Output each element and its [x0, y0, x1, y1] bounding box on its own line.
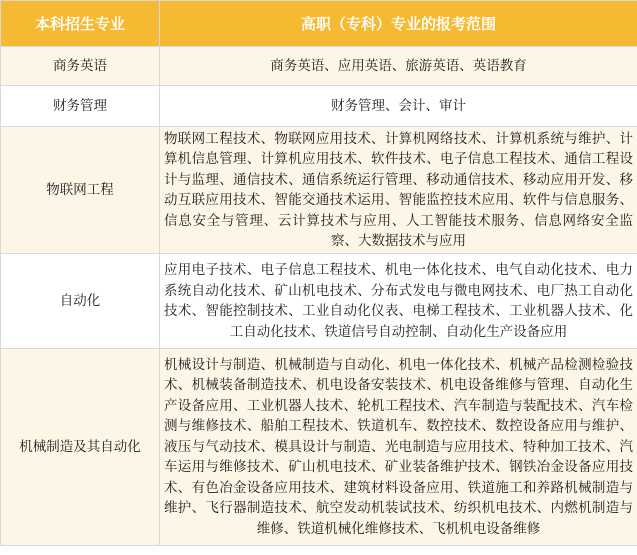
scope-cell: 商务英语、应用英语、旅游英语、英语教育 [160, 47, 637, 86]
scope-cell: 物联网工程技术、物联网应用技术、计算机网络技术、计算机系统与维护、计算机信息管理、计算机应用技术、软件技术、电子信息工程技术、通信工程设计与监理、通信技术、通信系统运行管理、移动通信技术、移动应用开发、移动互联应用技术、智能交通技术运用、智能监控技术应用、软件与信息服务、信息安全与管理、云计算技术与应用、人工智能技术服务、信息网络安全监察、大数据技术与应用 [160, 127, 637, 254]
table-row [1, 127, 637, 254]
table-row [1, 47, 637, 86]
scope-cell: 应用电子技术、电子信息工程技术、机电一体化技术、电气自动化技术、电力系统自动化技术、矿山机电技术、分布式发电与微电网技术、电厂热工自动化技术、智能控制技术、工业自动化仪表、电梯工程技术、工业机器人技术、化工自动化技术、铁道信号自动控制、自动化生产设备应用 [160, 254, 637, 349]
header-undergraduate-major: 本科招生专业 [1, 1, 160, 47]
table-row [1, 254, 637, 349]
major-cell: 财务管理 [1, 86, 160, 127]
scope-cell: 机械设计与制造、机械制造与自动化、机电一体化技术、机械产品检测检验技术、机械装备制造技术、机电设备安装技术、机电设备维修与管理、自动化生产设备应用、工业机器人技术、轮机工程技术、汽车制造与装配技术、汽车检测与维修技术、船舶工程技术、铁道机车、数控技术、数控设备应用与维护、液压与气动技术、模具设计与制造、光电制造与应用技术、特种加工技术、汽车运用与维修技术、矿山机电技术、矿业装备维护技术、钢铁冶金设备应用技术、有色冶金设备应用技术、建筑材料设备应用、铁道施工和养路机械制造与维护、飞行器制造技术、航空发动机装试技术、纺织机电技术、内燃机制造与维修、铁道机械化维修技术、飞机机电设备维修 [160, 349, 637, 546]
table-row [1, 86, 637, 127]
header-vocational-scope: 高职（专科）专业的报考范围 [160, 1, 637, 47]
major-cell: 自动化 [1, 254, 160, 349]
major-cell: 机械制造及其自动化 [1, 349, 160, 546]
table-row [1, 349, 637, 546]
major-cell: 物联网工程 [1, 127, 160, 254]
table-header-row [1, 1, 637, 47]
scope-cell: 财务管理、会计、审计 [160, 86, 637, 127]
major-cell: 商务英语 [1, 47, 160, 86]
